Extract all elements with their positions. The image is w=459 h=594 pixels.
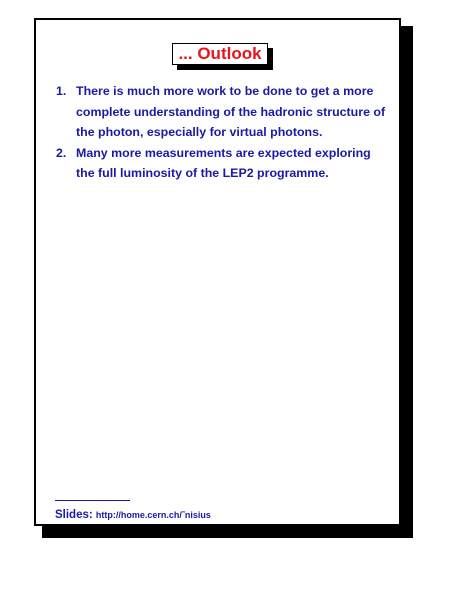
outlook-list	[56, 81, 386, 184]
item-text: Many more measurements are expected exploring the full luminosity of the LEP2 programme.	[76, 145, 371, 180]
footnote-rule	[55, 500, 130, 501]
title-box	[172, 43, 268, 65]
list-item	[56, 143, 386, 184]
list-item	[56, 81, 386, 143]
item-number: 2.	[56, 145, 67, 160]
footnote	[55, 509, 211, 521]
slide-title: ... Outlook	[172, 43, 268, 65]
footnote-label: Slides:	[55, 509, 93, 521]
item-text: There is much more work to be done to get a more complete understanding of the hadronic structure of the photon, especially for virtual photons.	[76, 84, 386, 139]
slide-frame	[34, 18, 401, 526]
item-number: 1.	[56, 84, 67, 98]
footnote-url: http://home.cern.ch/˜nisius	[95, 510, 211, 520]
